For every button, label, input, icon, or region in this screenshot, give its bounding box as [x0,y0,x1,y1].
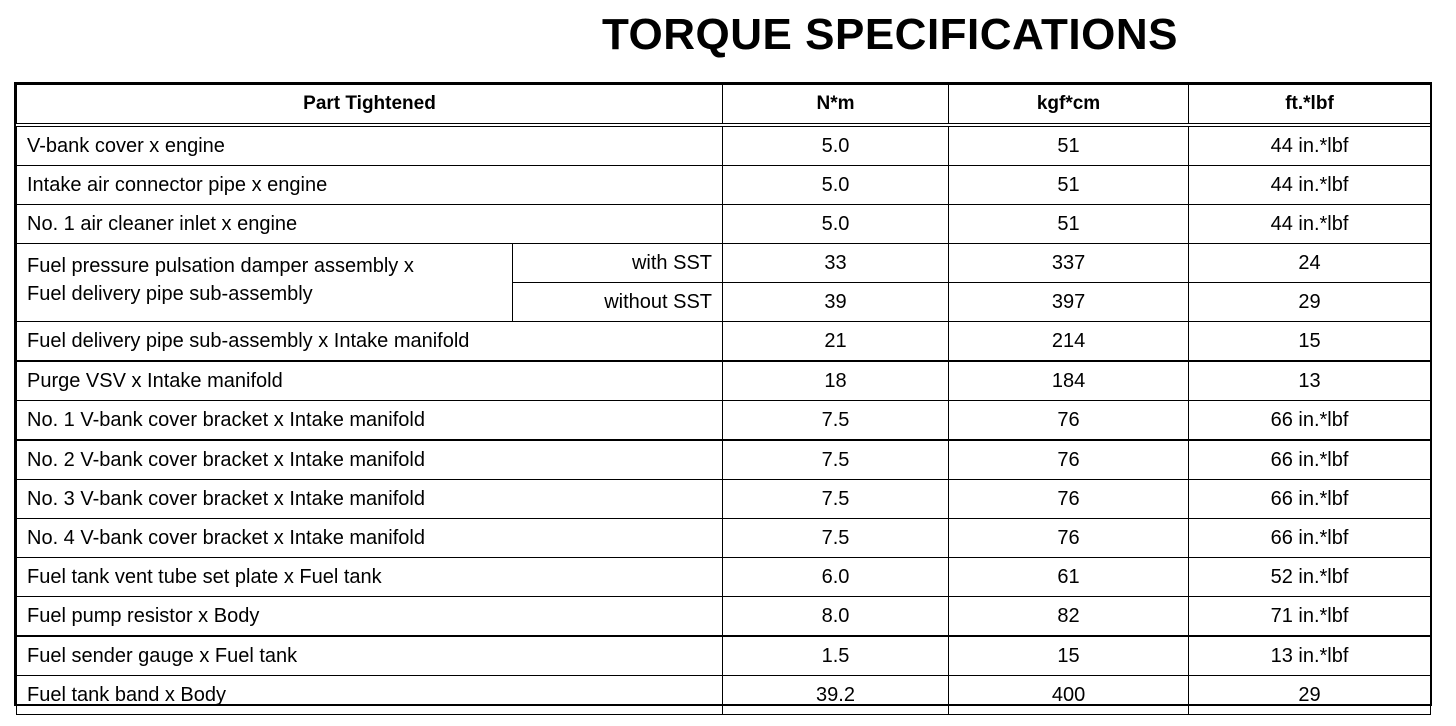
part-cell: Intake air connector pipe x engine [17,166,723,205]
part-cell [17,244,513,322]
kgfcm-cell: 82 [949,597,1189,637]
nm-cell: 7.5 [723,519,949,558]
ftlbf-cell: 66 in.*lbf [1189,480,1431,519]
kgfcm-cell: 51 [949,166,1189,205]
part-cell: Fuel delivery pipe sub-assembly x Intake manifold [17,322,723,362]
table-row [17,125,1431,166]
table-row [17,205,1431,244]
part-cell: Fuel tank vent tube set plate x Fuel tank [17,558,723,597]
kgfcm-cell: 397 [949,283,1189,322]
ftlbf-cell: 71 in.*lbf [1189,597,1431,637]
kgfcm-cell: 51 [949,205,1189,244]
table-row [17,401,1431,441]
part-cell: No. 1 V-bank cover bracket x Intake manifold [17,401,723,441]
nm-cell: 6.0 [723,558,949,597]
table-row [17,244,1431,283]
ftlbf-cell: 44 in.*lbf [1189,205,1431,244]
kgfcm-cell: 76 [949,401,1189,441]
nm-cell: 1.5 [723,636,949,676]
table-row [17,676,1431,715]
kgfcm-cell: 15 [949,636,1189,676]
header-ftlbf: ft.*lbf [1189,85,1431,126]
header-part: Part Tightened [17,85,723,126]
nm-cell: 39.2 [723,676,949,715]
ftlbf-cell: 44 in.*lbf [1189,166,1431,205]
part-cell: No. 1 air cleaner inlet x engine [17,205,723,244]
part-line: Fuel pressure pulsation damper assembly x [27,255,414,277]
ftlbf-cell: 52 in.*lbf [1189,558,1431,597]
part-cell: Fuel tank band x Body [17,676,723,715]
kgfcm-cell: 76 [949,440,1189,480]
kgfcm-cell: 61 [949,558,1189,597]
part-cell: V-bank cover x engine [17,125,723,166]
ftlbf-cell: 13 [1189,361,1431,401]
table-row [17,636,1431,676]
nm-cell: 18 [723,361,949,401]
part-cell: No. 3 V-bank cover bracket x Intake manifold [17,480,723,519]
ftlbf-cell: 13 in.*lbf [1189,636,1431,676]
header-kgfcm: kgf*cm [949,85,1189,126]
table-row [17,361,1431,401]
part-cell: No. 2 V-bank cover bracket x Intake manifold [17,440,723,480]
table-row [17,558,1431,597]
torque-table [14,82,1432,706]
ftlbf-cell: 66 in.*lbf [1189,440,1431,480]
kgfcm-cell: 400 [949,676,1189,715]
part-cell: Fuel sender gauge x Fuel tank [17,636,723,676]
ftlbf-cell: 29 [1189,283,1431,322]
nm-cell: 21 [723,322,949,362]
kgfcm-cell: 76 [949,519,1189,558]
nm-cell: 5.0 [723,166,949,205]
ftlbf-cell: 15 [1189,322,1431,362]
kgfcm-cell: 76 [949,480,1189,519]
part-cell: Fuel pump resistor x Body [17,597,723,637]
table-row [17,480,1431,519]
kgfcm-cell: 184 [949,361,1189,401]
part-cell: Purge VSV x Intake manifold [17,361,723,401]
nm-cell: 7.5 [723,480,949,519]
kgfcm-cell: 337 [949,244,1189,283]
condition-cell: with SST [513,244,723,283]
nm-cell: 5.0 [723,205,949,244]
kgfcm-cell: 51 [949,125,1189,166]
ftlbf-cell: 66 in.*lbf [1189,401,1431,441]
condition-cell: without SST [513,283,723,322]
part-cell: No. 4 V-bank cover bracket x Intake manifold [17,519,723,558]
nm-cell: 8.0 [723,597,949,637]
nm-cell: 7.5 [723,440,949,480]
nm-cell: 33 [723,244,949,283]
header-nm: N*m [723,85,949,126]
kgfcm-cell: 214 [949,322,1189,362]
page-title: TORQUE SPECIFICATIONS [601,10,1179,59]
ftlbf-cell: 44 in.*lbf [1189,125,1431,166]
table-row [17,519,1431,558]
table-row [17,322,1431,362]
nm-cell: 5.0 [723,125,949,166]
ftlbf-cell: 29 [1189,676,1431,715]
nm-cell: 7.5 [723,401,949,441]
nm-cell: 39 [723,283,949,322]
ftlbf-cell: 24 [1189,244,1431,283]
table-row [17,440,1431,480]
ftlbf-cell: 66 in.*lbf [1189,519,1431,558]
table-row [17,166,1431,205]
table-row [17,597,1431,637]
part-line: Fuel delivery pipe sub-assembly [27,283,313,305]
header-row [17,85,1431,126]
